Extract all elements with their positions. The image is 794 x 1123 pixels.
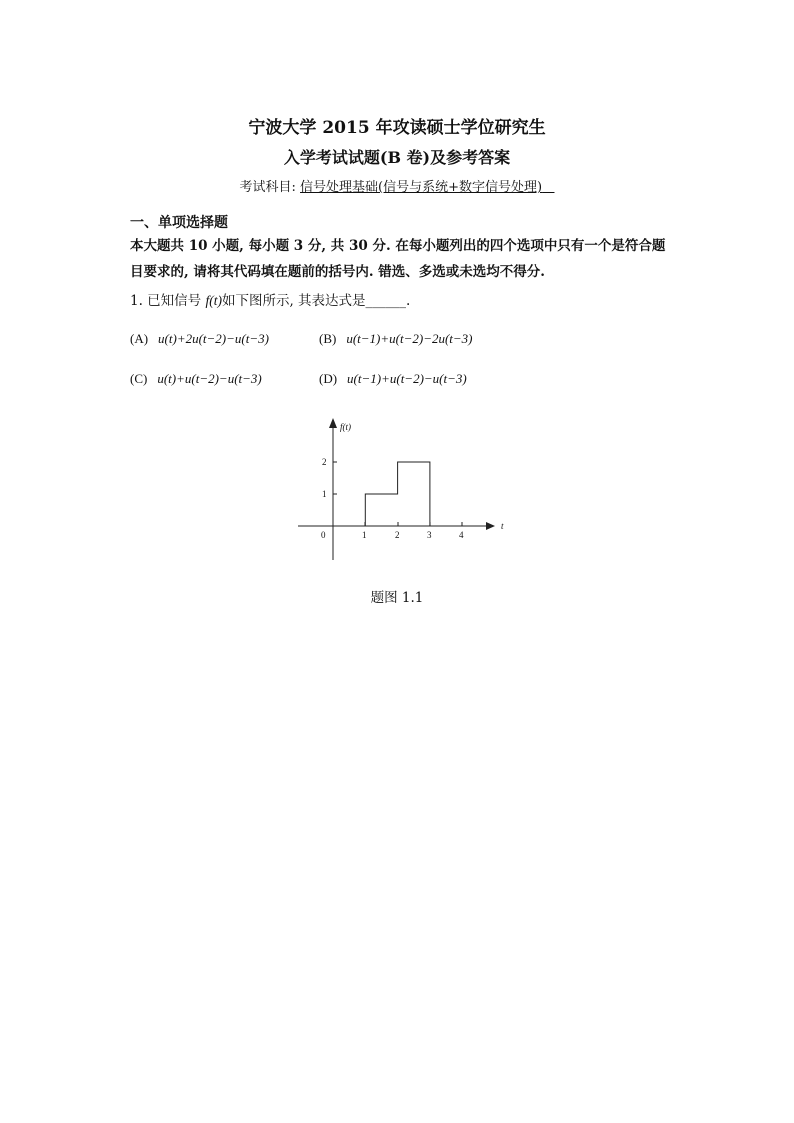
y-tick-label-2: 2 [322, 457, 327, 467]
y-axis-label: f(t) [340, 422, 351, 432]
x-tick-label-1: 1 [362, 530, 367, 540]
exam-title: 宁波大学 2015 年攻读硕士学位研究生 [248, 118, 546, 138]
signal-waveform [365, 462, 430, 526]
exam-subtitle: 入学考试试题(B 卷)及参考答案 [283, 148, 511, 167]
option-a [130, 331, 269, 347]
option-c [130, 371, 262, 387]
subject-value: 信号处理基础(信号与系统+数字信号处理) [300, 180, 543, 195]
x-tick-label-3: 3 [427, 530, 432, 540]
option-d-label: (D) [319, 371, 338, 386]
option-a-expr: u(t)+2u(t−2)−u(t−3) [158, 331, 269, 346]
y-axis-arrow [329, 418, 337, 428]
option-d [319, 371, 467, 387]
question-1-signal: f(t) [205, 293, 222, 308]
exam-subject [0, 176, 794, 195]
signal-figure [290, 412, 510, 564]
section-instructions: 本大题共 10 小题, 每小题 3 分, 共 30 分. 在每小题列出的四个选项中只有一个是符合题目要求的, 请将其代码填在题前的括号内. 错选、多选或未选均不得分. [130, 238, 666, 280]
option-b-expr: u(t−1)+u(t−2)−2u(t−3) [346, 331, 473, 346]
question-1-prefix: 1. 已知信号 [130, 293, 206, 309]
x-axis-arrow [486, 522, 495, 530]
x-tick-label-4: 4 [459, 530, 464, 540]
y-tick-label-1: 1 [322, 489, 327, 499]
option-b-label: (B) [319, 331, 337, 346]
question-1-stem [130, 289, 410, 309]
section-heading: 一、单项选择题 [130, 215, 228, 231]
option-c-expr: u(t)+u(t−2)−u(t−3) [157, 371, 262, 386]
x-tick-label-2: 2 [395, 530, 400, 540]
option-b [319, 331, 473, 347]
option-d-expr: u(t−1)+u(t−2)−u(t−3) [347, 371, 467, 386]
option-a-label: (A) [130, 331, 149, 346]
origin-label: 0 [321, 530, 326, 540]
figure-caption: 题图 1.1 [370, 590, 424, 606]
subject-label: 考试科目: [239, 180, 301, 195]
option-c-label: (C) [130, 371, 148, 386]
question-1-suffix: 如下图所示, 其表达式是______. [221, 293, 411, 309]
x-axis-label: t [501, 521, 504, 531]
